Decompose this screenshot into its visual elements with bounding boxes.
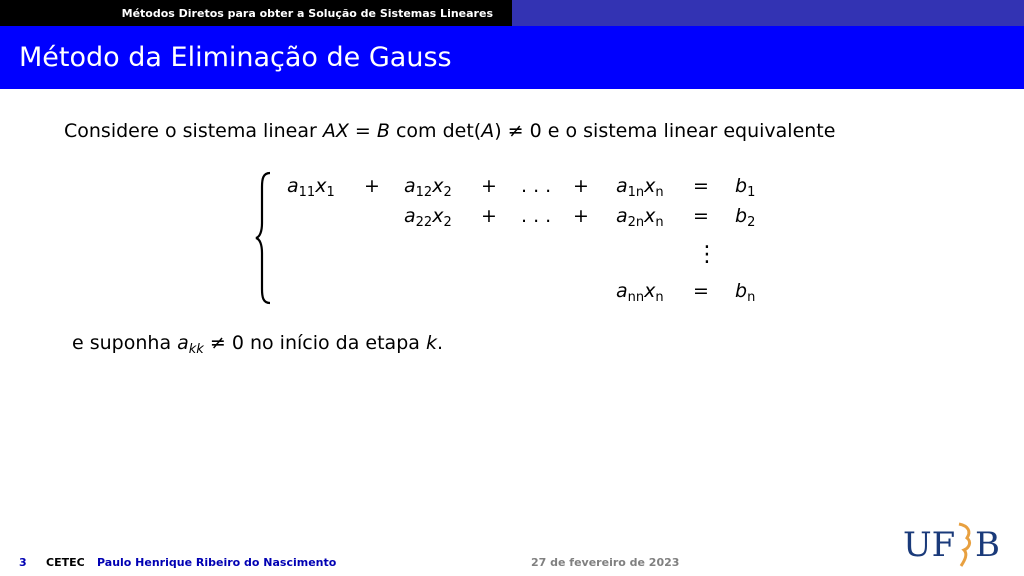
footer-institute: CETEC xyxy=(46,556,85,569)
plus-2: + xyxy=(481,175,497,197)
equals-2: = xyxy=(693,205,709,227)
var-a-subscript: kk xyxy=(188,342,204,357)
intro-text-2: com det( xyxy=(389,120,482,142)
ufrb-logo xyxy=(903,522,1003,568)
term-annxn: $a_{nn}x_n$ xyxy=(616,280,664,305)
var-A-det: A xyxy=(481,120,495,142)
rhs-b1: $b_1$ xyxy=(735,175,756,200)
term-a11x1: $a_{11}x_1$ xyxy=(287,175,335,200)
var-a: a xyxy=(177,332,189,354)
section-title: Métodos Diretos para obter a Solução de Sistemas Lineares xyxy=(121,6,493,20)
logo-face-icon xyxy=(955,522,975,568)
left-brace-icon xyxy=(255,171,273,305)
equals-1: = xyxy=(693,175,709,197)
rhs-bn: $b_n$ xyxy=(735,280,756,305)
intro-sentence xyxy=(64,120,835,142)
equals-sign: = xyxy=(348,120,377,142)
var-k: k xyxy=(425,332,437,354)
rhs-b2: $b_2$ xyxy=(735,205,756,230)
plus-3: + xyxy=(573,175,589,197)
assumption-sentence xyxy=(72,332,443,357)
plus-1: + xyxy=(364,175,380,197)
var-A: A xyxy=(322,120,336,142)
var-B: B xyxy=(376,120,390,142)
intro-text-3: ) ≠ 0 e o sistema linear equivalente xyxy=(494,120,836,142)
term-a22x2: $a_{22}x_2$ xyxy=(404,205,452,230)
slide-title: Método da Eliminação de Gauss xyxy=(19,42,452,73)
dots: . . . xyxy=(521,205,552,227)
plus-2: + xyxy=(481,205,497,227)
equals-n: = xyxy=(693,280,709,302)
term-a2nxn: $a_{2n}x_n$ xyxy=(616,205,664,230)
footer-date: 27 de fevereiro de 2023 xyxy=(531,556,680,569)
intro-text-1: Considere o sistema linear xyxy=(64,120,323,142)
assumption-period: . xyxy=(436,332,443,354)
plus-3: + xyxy=(573,205,589,227)
var-X: X xyxy=(335,120,349,142)
term-a12x2: $a_{12}x_2$ xyxy=(404,175,452,200)
term-a1nxn: $a_{1n}x_n$ xyxy=(616,175,664,200)
logo-text-uf: UF xyxy=(903,525,956,565)
logo-text-b: B xyxy=(975,525,1000,565)
assumption-text-1: e suponha xyxy=(72,332,178,354)
footer-author: Paulo Henrique Ribeiro do Nascimento xyxy=(97,556,337,569)
header-bar xyxy=(0,0,1024,26)
assumption-text-2: ≠ 0 no início da etapa xyxy=(203,332,426,354)
page-number: 3 xyxy=(19,556,27,569)
vertical-dots: ⋮ xyxy=(696,242,718,267)
section-title-box xyxy=(0,0,512,26)
dots: . . . xyxy=(521,175,552,197)
